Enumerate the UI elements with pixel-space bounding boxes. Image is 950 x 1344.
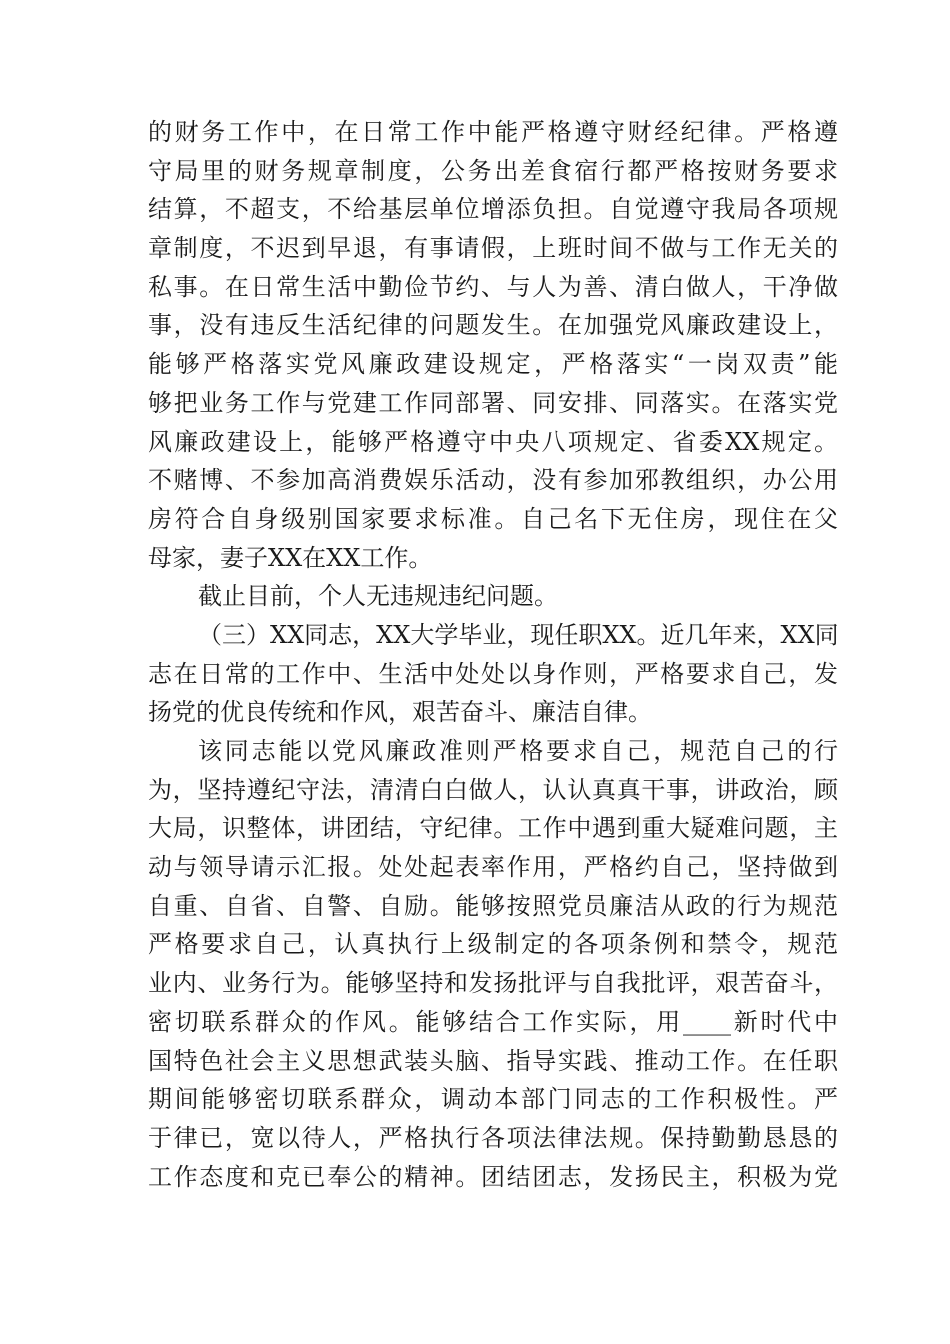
text-line: 动与领导请示汇报。处处起表率作用，严格约自己，坚持做到: [148, 853, 838, 882]
text-line: 的财务工作中，在日常工作中能严格遵守财经纪律。严格遵: [148, 118, 838, 146]
text-line: 私事。在日常生活中勤俭节约、与人为善、清白做人，干净做: [148, 272, 838, 301]
text-line: 国特色社会主义思想武装头脑、指导实践、推动工作。在任职: [148, 1046, 838, 1075]
text-line: 守局里的财务规章制度，公务出差食宿行都严格按财务要求: [148, 156, 838, 185]
text-line: 风廉政建设上，能够严格遵守中央八项规定、省委XX规定。: [148, 427, 838, 456]
text-line: 期间能够密切联系群众，调动本部门同志的工作积极性。严: [148, 1085, 838, 1114]
text-line: 不赌博、不参加高消费娱乐活动，没有参加邪教组织，办公用: [148, 466, 838, 495]
text-line: 严格要求自己，认真执行上级制定的各项条例和禁令，规范: [148, 930, 838, 959]
text-line: 章制度，不迟到早退，有事请假，上班时间不做与工作无关的: [148, 234, 838, 263]
paragraph-start-line: 截止目前，个人无违规违纪问题。: [198, 582, 558, 611]
text-line: 于律已，宽以待人，严格执行各项法律法规。保持勤勤恳恳的: [148, 1123, 838, 1152]
text-line: 大局，识整体，讲团结，守纪律。工作中遇到重大疑难问题，主: [148, 814, 838, 843]
text-line: 自重、自省、自警、自励。能够按照党员廉洁从政的行为规范: [148, 891, 838, 920]
text-line: 密切联系群众的作风。能够结合工作实际，用____新时代中: [148, 1007, 838, 1036]
paragraph-start-line: 该同志能以党风廉政准则严格要求自己，规范自己的行: [198, 737, 838, 765]
text-line: 业内、业务行为。能够坚持和发扬批评与自我批评，艰苦奋斗，: [148, 969, 838, 998]
text-line: 事，没有违反生活纪律的问题发生。在加强党风廉政建设上，: [148, 311, 838, 340]
text-line: 能够严格落实党风廉政建设规定，严格落实“一岗双责”能: [148, 350, 838, 379]
body-text: [148, 113, 838, 1196]
text-line: 房符合自身级别国家要求标准。自己名下无住房，现住在父: [148, 504, 838, 533]
text-line: 工作态度和克已奉公的精神。团结团志，发扬民主，积极为党: [148, 1162, 838, 1191]
text-line: 母家，妻子XX在XX工作。: [148, 543, 433, 572]
text-line: 扬党的优良传统和作风，艰苦奋斗、廉洁自律。: [148, 698, 652, 727]
text-line: 为，坚持遵纪守法，清清白白做人，认认真真干事，讲政治，顾: [148, 775, 838, 804]
text-line: 结算，不超支，不给基层单位增添负担。自觉遵守我局各项规: [148, 195, 838, 224]
paragraph-start-line: （三）XX同志，XX大学毕业，现任职XX。近几年来，XX同: [198, 620, 839, 649]
text-line: 志在日常的工作中、生活中处处以身作则，严格要求自己，发: [148, 659, 838, 688]
text-line: 够把业务工作与党建工作同部署、同安排、同落实。在落实党: [148, 388, 838, 417]
